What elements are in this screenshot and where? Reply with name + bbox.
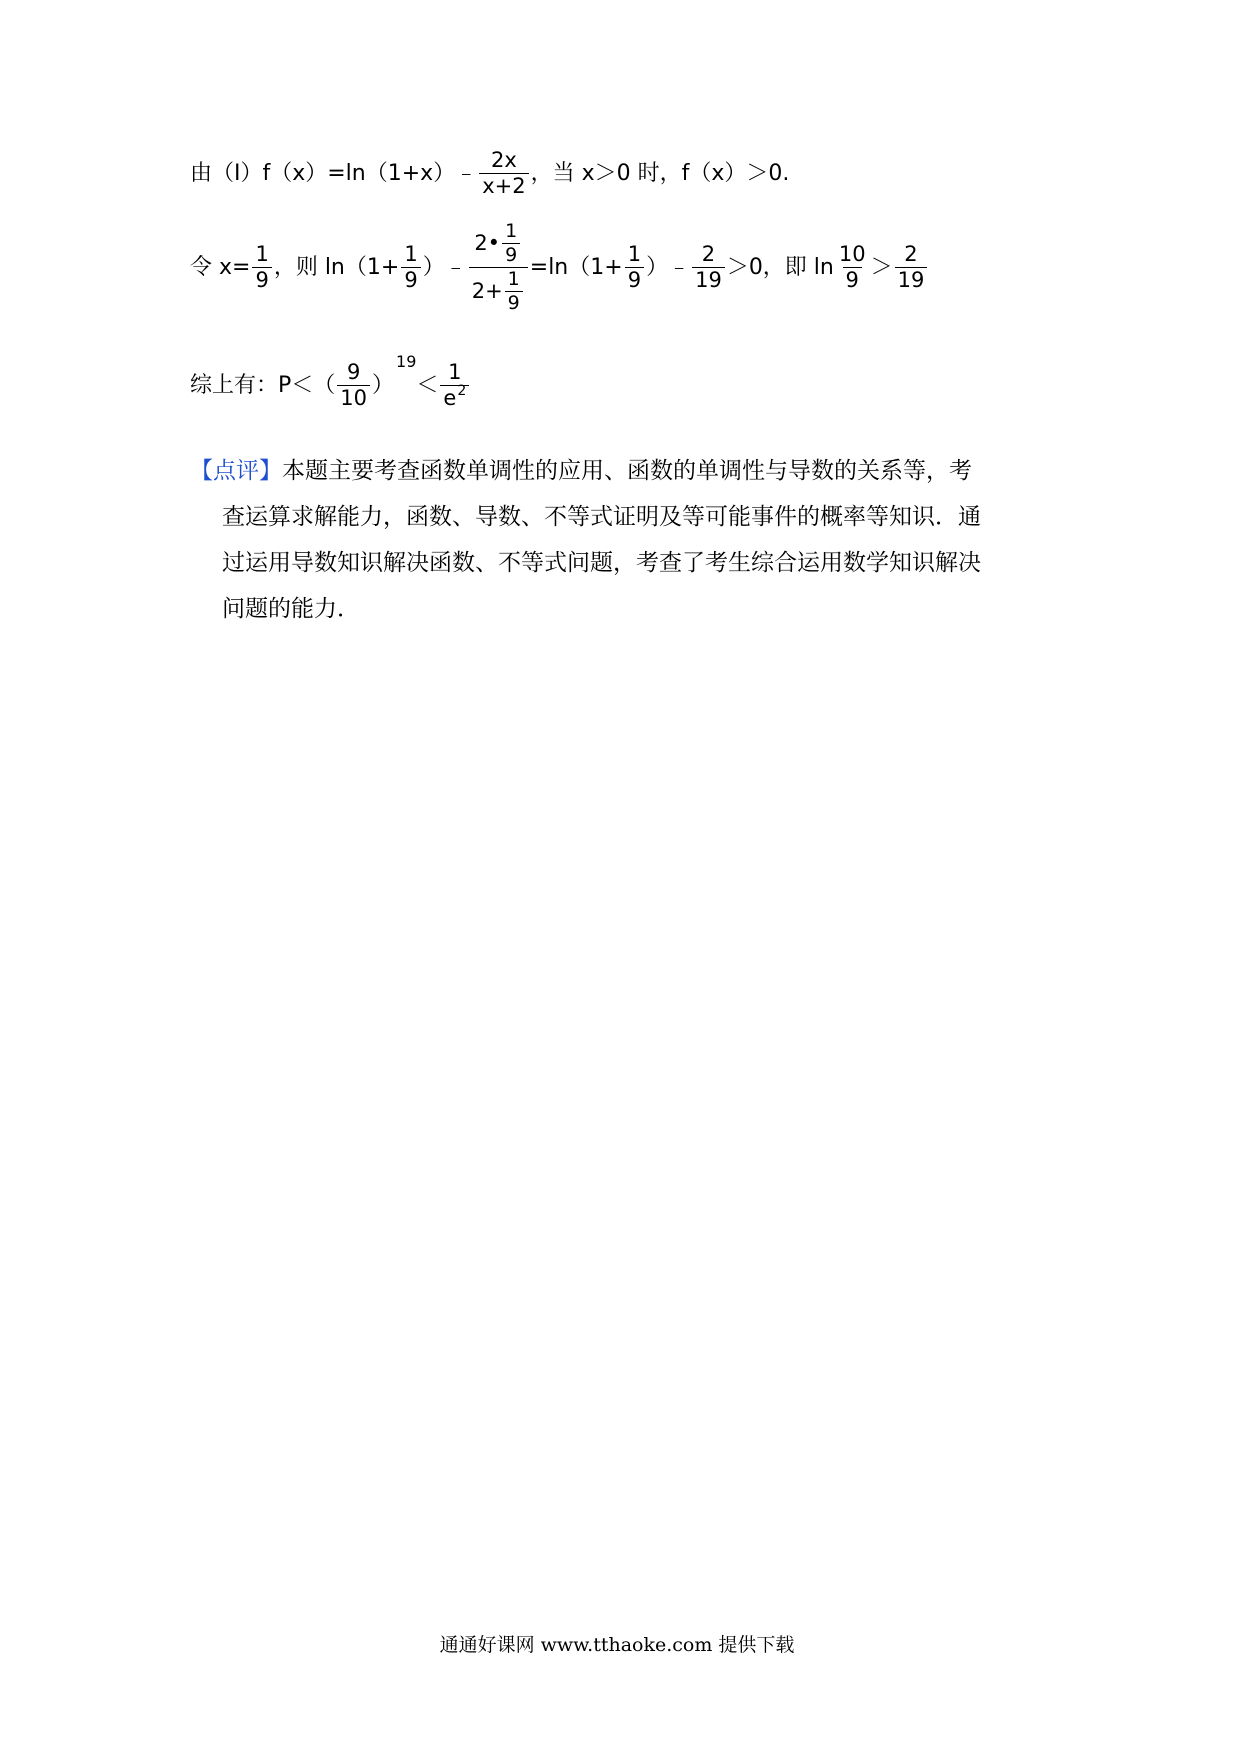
fraction-denominator: 9 xyxy=(843,267,862,291)
line1-suffix: ，当 x＞0 时，f（x）＞0. xyxy=(530,160,790,186)
fraction-denominator: 9 xyxy=(401,267,420,291)
fraction-numerator: 1 xyxy=(507,268,520,290)
fraction-numerator: 1 xyxy=(255,242,269,266)
fraction-1-over-9 xyxy=(252,244,271,291)
fraction-numerator: 1 xyxy=(404,242,418,266)
line2-text-1: 令 x= xyxy=(190,254,251,280)
denominator-base: e xyxy=(443,386,457,410)
compound-fraction xyxy=(469,222,528,313)
fraction-1-over-9 xyxy=(502,222,520,265)
exponent-19: 19 xyxy=(396,351,417,371)
fraction-denominator: x+2 xyxy=(479,173,528,197)
fraction-9-over-10 xyxy=(337,362,370,409)
line3-text-2: ） xyxy=(372,372,395,398)
fraction-numerator: 2x xyxy=(491,148,517,172)
fraction-numerator: 2 xyxy=(904,242,918,266)
line2-text-2: ，则 ln（1+ xyxy=(273,254,400,280)
comment-line: 问题的能力． xyxy=(222,596,360,622)
fraction-numerator: 1 xyxy=(627,242,642,266)
compound-denominator-text: 2+ xyxy=(471,279,503,303)
fraction-numerator: 10 xyxy=(838,242,866,266)
fraction-1-over-9 xyxy=(625,244,644,291)
solution-line-1 xyxy=(190,150,789,197)
line1-prefix: 由（Ⅰ）f（x）=ln（1+x）﹣ xyxy=(190,160,478,186)
fraction-numerator: 1 xyxy=(448,360,462,384)
line2-text-5: ）﹣ xyxy=(646,254,691,280)
fraction-denominator: 9 xyxy=(252,267,271,291)
compound-numerator-text: 2• xyxy=(474,231,501,255)
line2-text-3: ）﹣ xyxy=(422,254,467,280)
fraction-2x-over-x-plus-2 xyxy=(479,150,528,197)
fraction-denominator xyxy=(440,385,469,409)
fraction-2-over-19 xyxy=(895,244,928,291)
line3-text-3: ＜ xyxy=(416,372,439,398)
fraction-denominator: 10 xyxy=(337,385,370,409)
fraction-numerator: 9 xyxy=(346,360,361,384)
solution-line-3 xyxy=(190,351,471,410)
fraction-1-over-9 xyxy=(505,270,523,313)
fraction-denominator: 19 xyxy=(692,267,725,291)
fraction-1-over-9 xyxy=(401,244,420,291)
comment-line: 查运算求解能力，函数、导数、不等式证明及等可能事件的概率等知识．通 xyxy=(222,504,981,530)
fraction-2-over-19 xyxy=(692,244,725,291)
comment-line: 过运用导数知识解决函数、不等式问题，考查了考生综合运用数学知识解决 xyxy=(222,550,981,576)
fraction-10-over-9 xyxy=(836,244,869,291)
line2-text-4: =ln（1+ xyxy=(529,254,623,280)
compound-denominator xyxy=(469,267,528,313)
line3-text-1: 综上有：P＜（ xyxy=(190,372,336,398)
page-footer: 通通好课网 www.tthaoke.com 提供下载 xyxy=(439,1634,795,1656)
comment-tag: 【点评】 xyxy=(190,458,282,484)
fraction-denominator: 9 xyxy=(505,291,523,313)
line2-text-7: ＞ xyxy=(870,254,893,280)
solution-line-2 xyxy=(190,222,929,313)
denominator-exponent: 2 xyxy=(457,383,467,399)
fraction-numerator: 2 xyxy=(701,242,716,266)
comment-paragraph xyxy=(190,448,1056,632)
fraction-numerator: 1 xyxy=(505,220,518,242)
line2-text-6: ＞0，即 ln xyxy=(726,254,834,280)
fraction-1-over-e-squared xyxy=(440,362,469,409)
comment-first-line: 本题主要考查函数单调性的应用、函数的单调性与导数的关系等，考 xyxy=(282,458,972,484)
compound-numerator xyxy=(471,222,525,267)
fraction-denominator: 19 xyxy=(895,267,928,291)
fraction-denominator: 9 xyxy=(502,243,520,265)
fraction-denominator: 9 xyxy=(625,267,644,291)
